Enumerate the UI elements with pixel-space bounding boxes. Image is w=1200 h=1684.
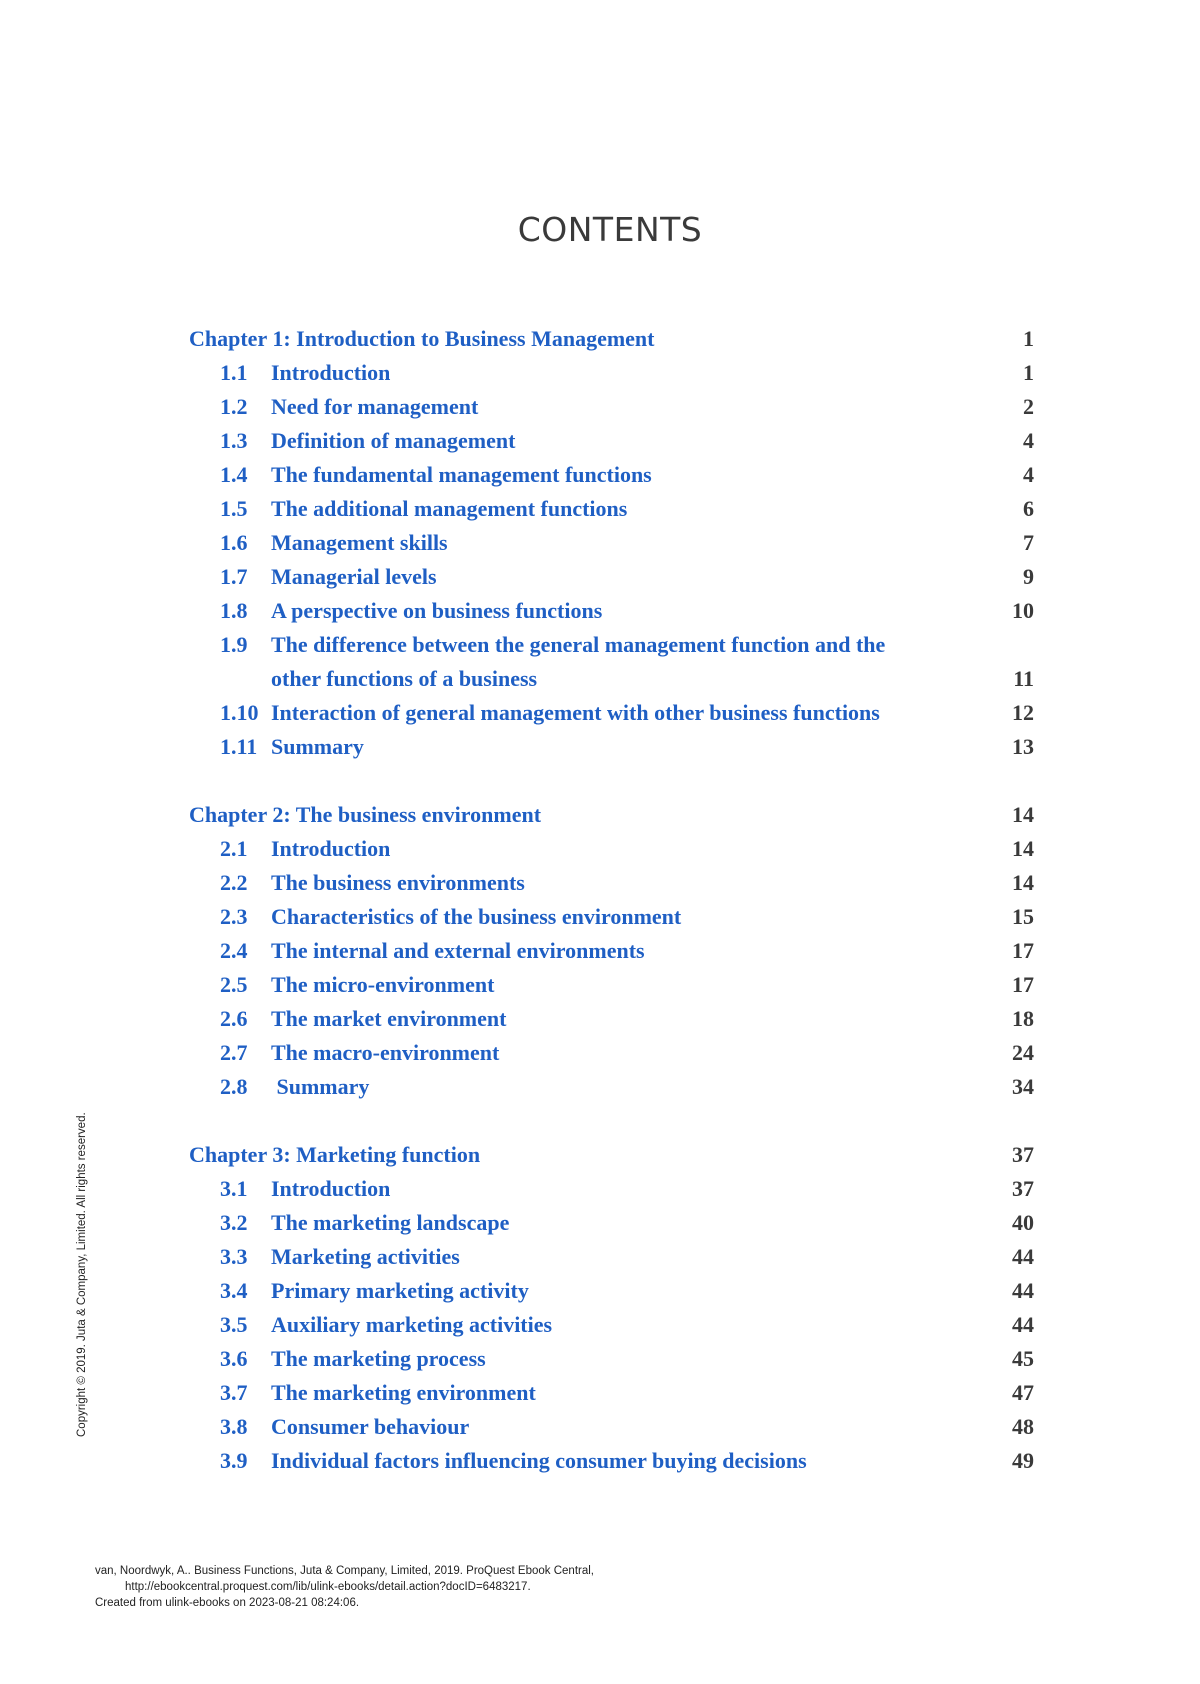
section-title: The internal and external environments xyxy=(271,938,645,963)
page-number: 4 xyxy=(1023,428,1034,453)
toc-section-row[interactable] xyxy=(189,1376,1034,1410)
footer-created-line: Created from ulink-ebooks on 2023-08-21 08:24:06. xyxy=(95,1597,360,1609)
section-title: Introduction xyxy=(271,836,391,861)
section-number: 2.5 xyxy=(220,972,248,997)
page-number: 37 xyxy=(1012,1142,1034,1167)
toc-section-row[interactable] xyxy=(189,560,1034,594)
page-number: 44 xyxy=(1012,1312,1034,1337)
section-number: 2.7 xyxy=(220,1040,248,1065)
toc-section-row[interactable] xyxy=(189,1308,1034,1342)
chapter-block-2 xyxy=(189,798,1034,1104)
page-number: 1 xyxy=(1023,326,1034,351)
section-number: 2.6 xyxy=(220,1006,248,1031)
toc-section-row[interactable] xyxy=(189,390,1034,424)
section-title: Managerial levels xyxy=(271,564,437,589)
page-number: 34 xyxy=(1012,1074,1034,1099)
page-number: 17 xyxy=(1012,972,1034,997)
section-title: Management skills xyxy=(271,530,448,555)
toc-section-row[interactable] xyxy=(189,1206,1034,1240)
footer-citation-line: van, Noordwyk, A.. Business Functions, Juta & Company, Limited, 2019. ProQuest Ebook Central, xyxy=(95,1565,595,1577)
page-number: 15 xyxy=(1012,904,1034,929)
toc-section-row[interactable] xyxy=(189,424,1034,458)
section-number: 1.8 xyxy=(220,598,248,623)
page-number: 7 xyxy=(1023,530,1034,555)
toc-chapter-row[interactable] xyxy=(189,798,1034,832)
section-title: Summary xyxy=(271,1074,370,1099)
page-number: 17 xyxy=(1012,938,1034,963)
chapter-title: Chapter 1: Introduction to Business Management xyxy=(189,326,655,351)
section-number: 3.1 xyxy=(220,1176,248,1201)
toc-section-row[interactable] xyxy=(189,866,1034,900)
page-number: 10 xyxy=(1012,598,1034,623)
section-number: 2.2 xyxy=(220,870,248,895)
page-number: 24 xyxy=(1012,1040,1034,1065)
section-title: The macro-environment xyxy=(271,1040,500,1065)
page-number: 9 xyxy=(1023,564,1034,589)
section-number: 3.2 xyxy=(220,1210,248,1235)
section-number: 3.3 xyxy=(220,1244,248,1269)
page-number: 44 xyxy=(1012,1244,1034,1269)
section-number: 3.4 xyxy=(220,1278,248,1303)
section-title: The micro-environment xyxy=(271,972,495,997)
section-title: Individual factors influencing consumer buying decisions xyxy=(271,1448,807,1473)
section-number: 1.5 xyxy=(220,496,248,521)
section-title: Consumer behaviour xyxy=(271,1414,470,1439)
toc-chapter-row[interactable] xyxy=(189,1138,1034,1172)
section-title: Definition of management xyxy=(271,428,516,453)
page-number: 37 xyxy=(1012,1176,1034,1201)
copyright-notice: Copyright © 2019. Juta & Company, Limited. All rights reserved. xyxy=(76,1112,88,1437)
section-title: Introduction xyxy=(271,1176,391,1201)
page-number: 40 xyxy=(1012,1210,1034,1235)
page-number: 12 xyxy=(1012,700,1034,725)
toc-section-row[interactable] xyxy=(189,492,1034,526)
section-title: The business environments xyxy=(271,870,525,895)
section-number: 1.7 xyxy=(220,564,248,589)
section-title: The additional management functions xyxy=(271,496,628,521)
section-number: 3.9 xyxy=(220,1448,248,1473)
section-title: Auxiliary marketing activities xyxy=(271,1312,553,1337)
toc-section-row[interactable] xyxy=(189,1342,1034,1376)
toc-section-row[interactable] xyxy=(189,934,1034,968)
citation-footer xyxy=(95,1563,594,1611)
section-title: The marketing process xyxy=(271,1346,486,1371)
section-title: Interaction of general management with other business functions xyxy=(271,700,880,725)
section-title: A perspective on business functions xyxy=(271,598,603,623)
section-number: 2.3 xyxy=(220,904,248,929)
toc-section-row[interactable] xyxy=(189,1172,1034,1206)
page-number: 14 xyxy=(1012,870,1034,895)
section-title: Primary marketing activity xyxy=(271,1278,529,1303)
page-title: CONTENTS xyxy=(517,210,703,249)
section-number: 1.2 xyxy=(220,394,248,419)
page-number: 47 xyxy=(1012,1380,1034,1405)
section-number: 1.1 xyxy=(220,360,248,385)
section-number: 1.9 xyxy=(220,632,248,657)
toc-section-row[interactable] xyxy=(189,594,1034,628)
toc-section-row[interactable] xyxy=(189,1410,1034,1444)
toc-section-row[interactable] xyxy=(189,1036,1034,1070)
section-number: 1.4 xyxy=(220,462,248,487)
page-number: 49 xyxy=(1012,1448,1034,1473)
chapter-block-3 xyxy=(189,1138,1034,1478)
section-number: 2.8 xyxy=(220,1074,248,1099)
toc-section-row[interactable] xyxy=(189,730,1034,764)
section-title: The marketing landscape xyxy=(271,1210,510,1235)
section-number: 2.4 xyxy=(220,938,248,963)
footer-url-line[interactable]: http://ebookcentral.proquest.com/lib/ulink-ebooks/detail.action?docID=6483217. xyxy=(125,1581,531,1593)
chapter-block-1 xyxy=(189,322,1034,764)
page-number: 6 xyxy=(1023,496,1034,521)
section-title: The market environment xyxy=(271,1006,507,1031)
page-number: 44 xyxy=(1012,1278,1034,1303)
section-title: The difference between the general management function and the other functions of a business xyxy=(271,632,886,691)
toc-section-row[interactable] xyxy=(189,1002,1034,1036)
section-title: The fundamental management functions xyxy=(271,462,652,487)
toc-section-row[interactable] xyxy=(189,458,1034,492)
section-number: 3.8 xyxy=(220,1414,248,1439)
toc-chapter-row[interactable] xyxy=(189,322,1034,356)
toc-section-row[interactable] xyxy=(189,356,1034,390)
section-number: 1.10 xyxy=(220,700,259,725)
section-title: Need for management xyxy=(271,394,479,419)
page-number: 13 xyxy=(1012,734,1034,759)
section-title: Characteristics of the business environment xyxy=(271,904,682,929)
toc-section-row[interactable] xyxy=(189,696,1034,730)
section-title: Summary xyxy=(271,734,364,759)
section-number: 1.3 xyxy=(220,428,248,453)
toc-section-row[interactable] xyxy=(189,900,1034,934)
section-number: 3.7 xyxy=(220,1380,248,1405)
toc-section-row[interactable] xyxy=(189,1444,1034,1478)
section-title: The marketing environment xyxy=(271,1380,536,1405)
section-number: 3.5 xyxy=(220,1312,248,1337)
page-number: 18 xyxy=(1012,1006,1034,1031)
toc-section-row[interactable] xyxy=(189,832,1034,866)
page-number: 1 xyxy=(1023,360,1034,385)
page-number: 4 xyxy=(1023,462,1034,487)
section-title: Introduction xyxy=(271,360,391,385)
section-title: Marketing activities xyxy=(271,1244,460,1269)
section-number: 1.11 xyxy=(220,734,258,759)
section-number: 1.6 xyxy=(220,530,248,555)
toc-section-row[interactable] xyxy=(189,1070,1034,1104)
toc-section-row[interactable] xyxy=(189,1240,1034,1274)
page-number: 48 xyxy=(1012,1414,1034,1439)
page-number: 2 xyxy=(1023,394,1034,419)
page-number: 11 xyxy=(1013,666,1034,691)
page-number: 45 xyxy=(1012,1346,1034,1371)
chapter-title: Chapter 2: The business environment xyxy=(189,802,542,827)
section-number: 2.1 xyxy=(220,836,248,861)
page-number: 14 xyxy=(1012,836,1034,861)
chapter-title: Chapter 3: Marketing function xyxy=(189,1142,481,1167)
toc-section-row[interactable] xyxy=(189,1274,1034,1308)
table-of-contents xyxy=(189,322,1034,1512)
toc-section-row[interactable] xyxy=(189,968,1034,1002)
toc-section-row[interactable] xyxy=(189,628,1034,696)
toc-section-row[interactable] xyxy=(189,526,1034,560)
page-number: 14 xyxy=(1012,802,1034,827)
section-number: 3.6 xyxy=(220,1346,248,1371)
